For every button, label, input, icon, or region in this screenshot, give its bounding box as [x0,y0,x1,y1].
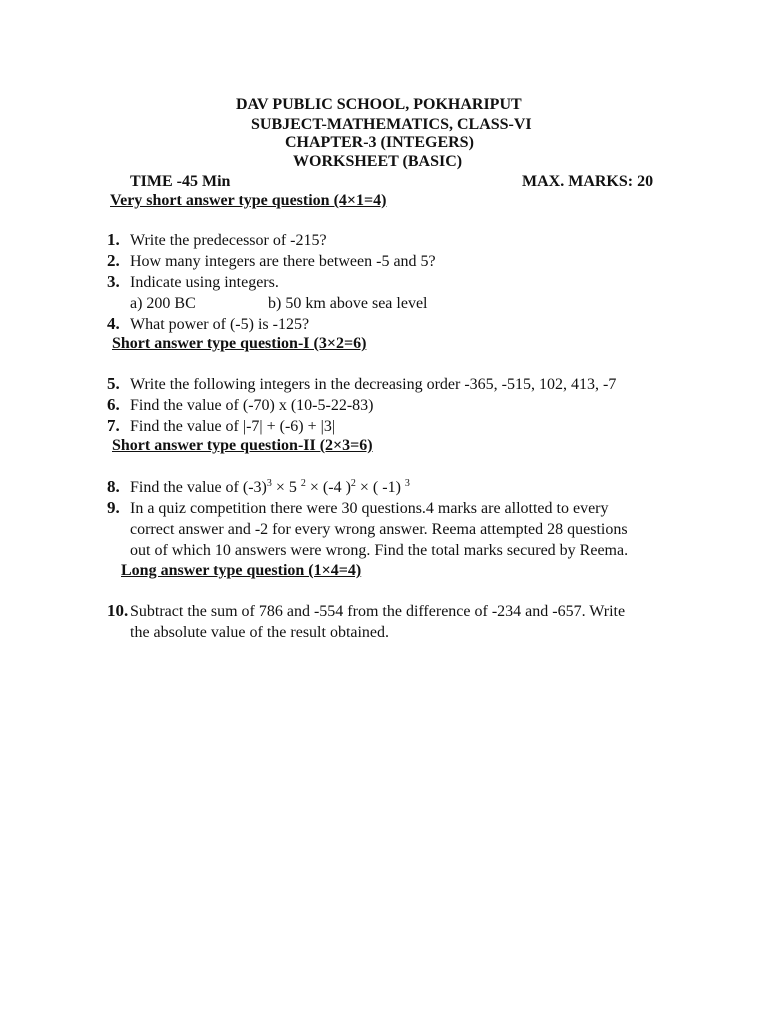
question-text-expression: Find the value of $(-3)^3 \times 5$ $^2$ × (-4 )$^2$ × ( -1) $^3$ [130,478,410,496]
question-text: correct answer and -2 for every wrong answer. Reema attempted 28 questions [130,521,628,538]
question-number: 8. [107,477,120,496]
question-text: out of which 10 answers were wrong. Find the total marks secured by Reema. [130,542,629,559]
question-number: 1. [107,230,120,249]
section-title-long: Long answer type question (1×4=4) [121,562,362,579]
question-text: In a quiz competition there were 30 questions.4 marks are allotted to every [130,500,609,517]
question-text: the absolute value of the result obtained. [130,624,390,641]
question-part: b) 50 km above sea level [268,295,428,312]
time-label: TIME -45 Min [130,173,231,190]
max-marks-label: MAX. MARKS: 20 [522,173,654,190]
question-text: Find the value of |-7| + (-6) + |3| [130,418,336,435]
question-number: 2. [107,251,120,270]
question-text: Indicate using integers. [130,274,279,291]
question-text: Subtract the sum of 786 and -554 from the difference of -234 and -657. Write [130,603,626,620]
question-text: Find the value of (-70) x (10-5-22-83) [130,397,374,414]
question-number: 7. [107,416,120,435]
question-number: 10. [107,601,129,620]
question-number: 6. [107,395,120,414]
school-name: DAV PUBLIC SCHOOL, POKHARIPUT [236,96,522,113]
question-number: 5. [107,374,120,393]
question-text: How many integers are there between -5 and 5? [130,253,436,270]
question-number: 9. [107,498,120,517]
question-text: Write the predecessor of -215? [130,232,327,249]
section-title-very-short: Very short answer type question (4×1=4) [110,192,387,209]
question-text: Write the following integers in the decreasing order -365, -515, 102, 413, -7 [130,376,617,393]
question-number: 4. [107,314,120,333]
chapter-line: CHAPTER-3 (INTEGERS) [285,134,474,151]
question-number: 3. [107,272,120,291]
question-part: a) 200 BC [130,295,196,312]
section-title-short-1: Short answer type question-I (3×2=6) [112,335,367,352]
question-text: What power of (-5) is -125? [130,316,310,333]
worksheet-type: WORKSHEET (BASIC) [293,153,463,170]
section-title-short-2: Short answer type question-II (2×3=6) [112,437,373,454]
subject-line: SUBJECT-MATHEMATICS, CLASS-VI [251,116,532,133]
